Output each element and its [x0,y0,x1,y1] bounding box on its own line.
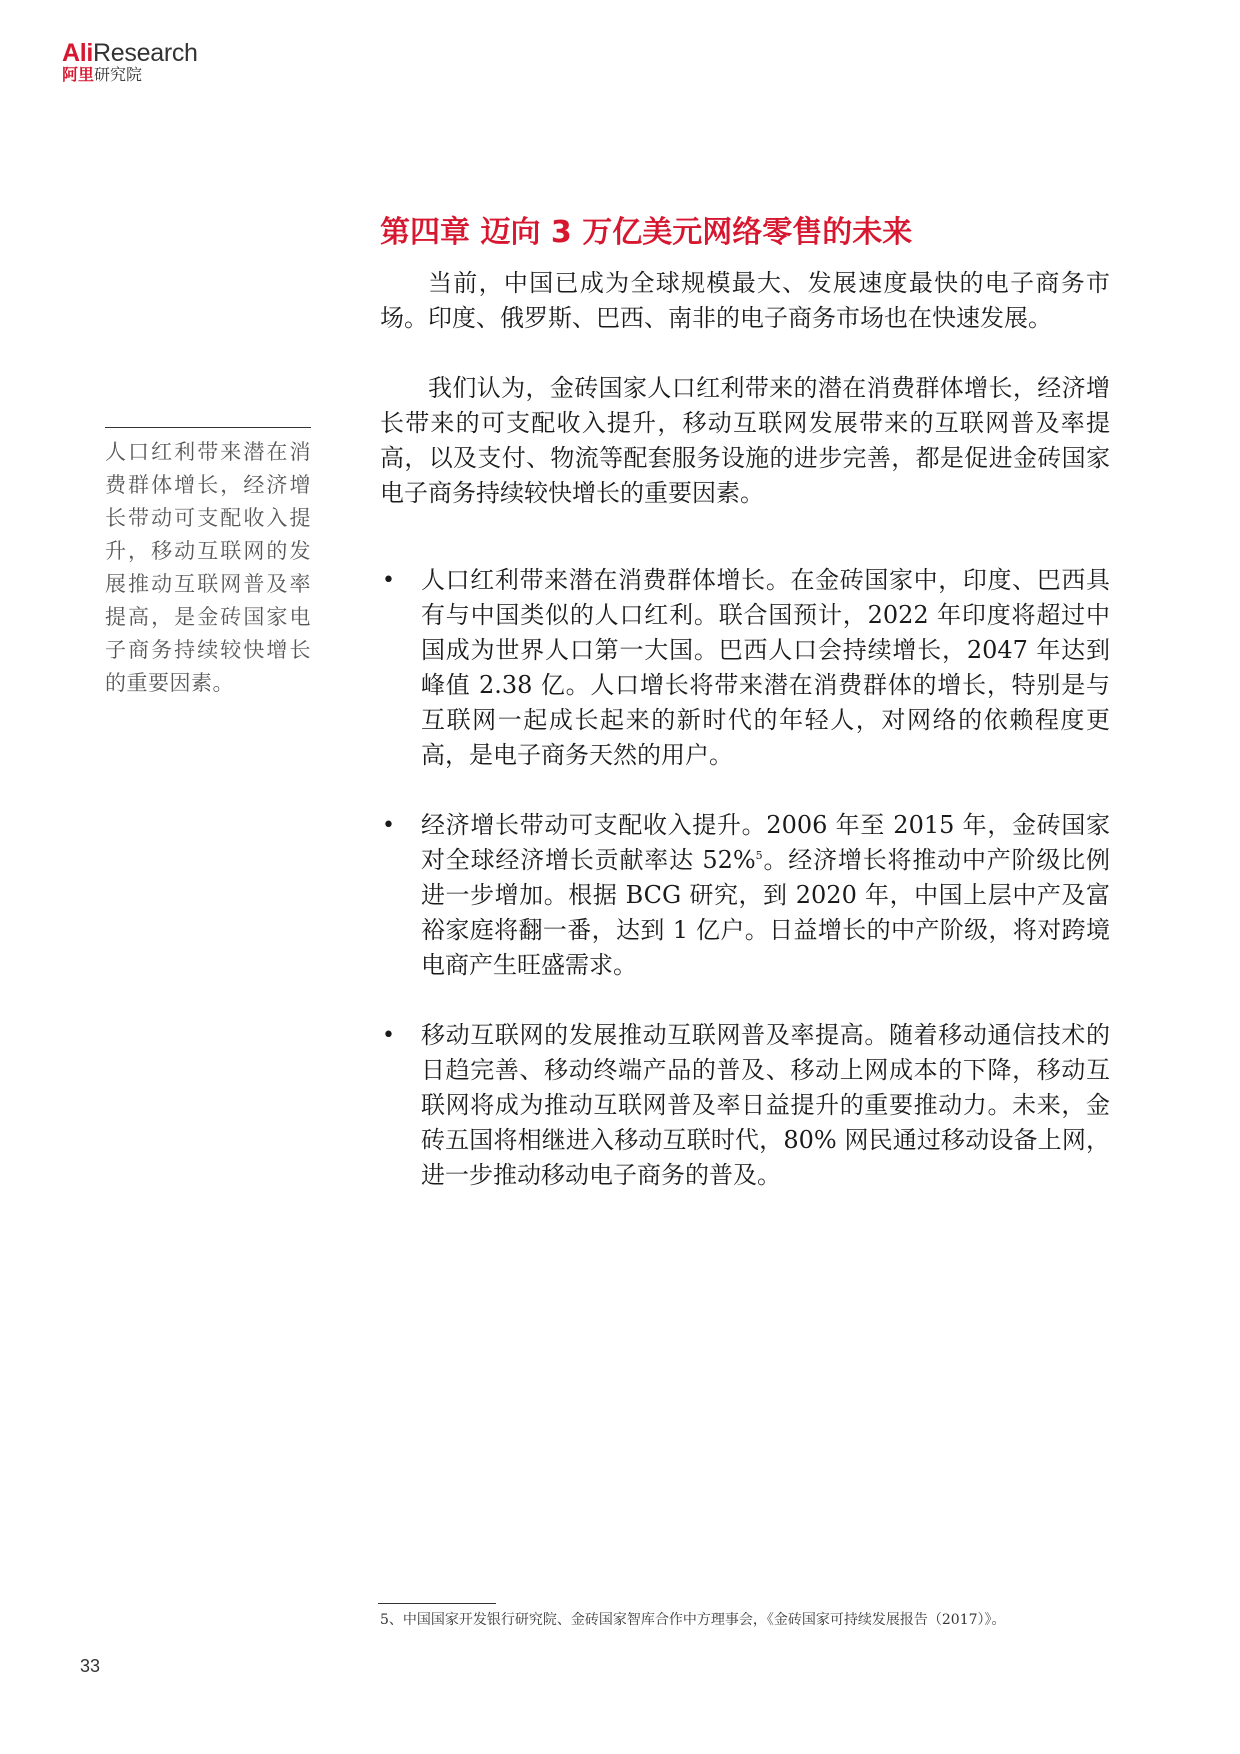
sidebar-divider [105,427,311,428]
bullet-list [380,563,1110,1193]
logo-cn-dark-text: 研究院 [94,65,143,84]
body-paragraph-1: 当前，中国已成为全球规模最大、发展速度最快的电子商务市场。印度、俄罗斯、巴西、南非的电子商务市场也在快速发展。 [380,269,1110,332]
chapter-title: 第四章 迈向 3 万亿美元网络零售的未来 [380,215,913,250]
bullet-icon: • [382,568,395,593]
bullet-item-demographics [380,563,1110,773]
body-paragraph-2: 我们认为，金砖国家人口红利带来的潜在消费群体增长，经济增长带来的可支配收入提升，移动互联网发展带来的互联网普及率提高，以及支付、物流等配套服务设施的进步完善，都是促进金砖国家电子商务持续较快增长的重要因素。 [380,374,1110,507]
bullet-item-mobile-internet [380,1018,1110,1193]
logo-research-text: Research [93,39,198,67]
aliresearch-logo [62,40,232,84]
bullet-text: 移动互联网的发展推动互联网普及率提高。随着移动通信技术的日趋完善、移动终端产品的普及、移动上网成本的下降，移动互联网将成为推动互联网普及率日益提升的重要推动力。未来，金砖五国将相继进入移动互联时代，80% 网民通过移动设备上网，进一步推动移动电子商务的普及。 [421,1021,1110,1189]
bullet-text-after: 。经济增长将推动中产阶级比例进一步增加。根据 BCG 研究，到 2020 年，中国上层中产及富裕家庭将翻一番，达到 1 亿户。日益增长的中产阶级，将对跨境电商产生旺盛需求。 [421,846,1110,979]
logo-wordmark [62,40,232,66]
sidebar-pull-quote [105,427,311,700]
footnote-divider [378,1603,496,1604]
logo-chinese-name [62,66,232,84]
page-number: 33 [80,1656,101,1676]
main-content [380,266,1110,1193]
bullet-text: 人口红利带来潜在消费群体增长。在金砖国家中，印度、巴西具有与中国类似的人口红利。联合国预计，2022 年印度将超过中国成为世界人口第一大国。巴西人口会持续增长，2047 年达到峰值 2.38 亿。人口增长将带来潜在消费群体的增长，特别是与互联网一起成长起来的新时代的年轻人，对网络的依赖程度更高，是电子商务天然的用户。 [421,566,1110,769]
logo-ali-text: Ali [62,39,94,67]
bullet-item-income [380,808,1110,983]
logo-cn-red-text: 阿里 [62,65,95,84]
footnote-reference[interactable]: 5 [755,849,763,862]
bullet-icon: • [382,1023,395,1048]
bullet-icon: • [382,813,395,838]
footnote-text: 5、中国国家开发银行研究院、金砖国家智库合作中方理事会，《金砖国家可持续发展报告（2017）》。 [380,1612,1006,1628]
sidebar-quote-text: 人口红利带来潜在消费群体增长，经济增长带动可支配收入提升，移动互联网的发展推动互联网普及率提高，是金砖国家电子商务持续较快增长的重要因素。 [105,440,311,695]
bullet-text-before: 经济增长带动可支配收入提升。2006 年至 2015 年，金砖国家对全球经济增长贡献率达 52% [421,811,1110,874]
